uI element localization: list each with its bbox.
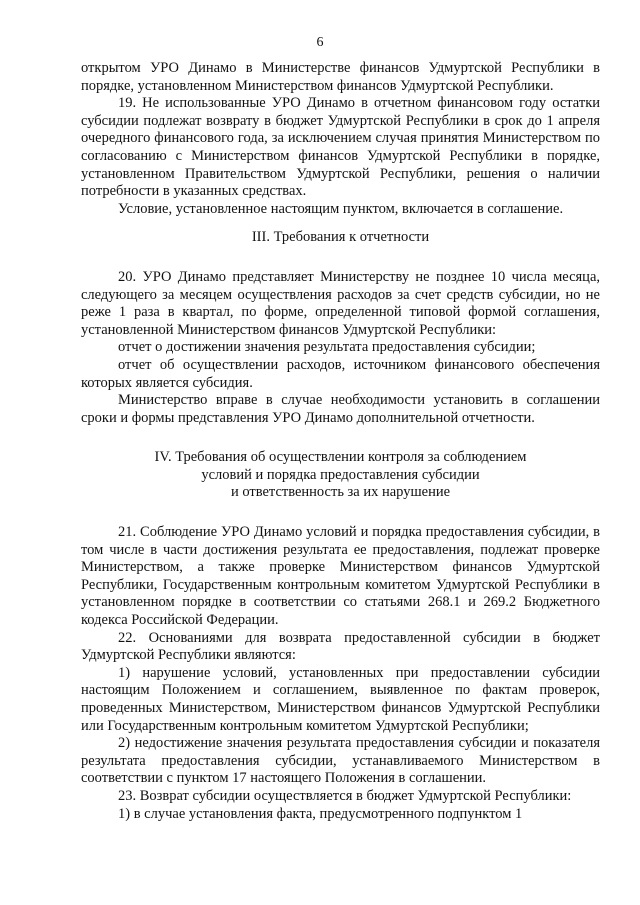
paragraph-continuation: открытом УРО Динамо в Министерстве финансов Удмуртской Республики в порядке, установленном Министерством финансов Удмуртской Республики.: [81, 60, 600, 94]
document-body: [81, 60, 600, 823]
paragraph-23-item-1: 1) в случае установления факта, предусмотренного подпунктом 1: [118, 805, 523, 822]
paragraph-20: 20. УРО Динамо представляет Министерству не позднее 10 числа месяца, следующего за месяцем осуществления расходов за счет средств субсидии, но не реже 1 раза в квартал, по форме, определенной типовой формой соглашения, установленной Министерством финансов Удмуртской Республики:: [81, 268, 600, 338]
paragraph-19: 19. Не использованные УРО Динамо в отчетном финансовом году остатки субсидии подлежат возврату в бюджет Удмуртской Республики в срок до 1 апреля очередного финансового года, за исключением случая принятия Министерством по согласованию с Министерством финансов Удмуртской Республики в порядке, установленном Правительством Удмуртской Республики, решения о наличии потребности в указанных средствах.: [81, 95, 600, 200]
paragraph-20-note: Министерство вправе в случае необходимости установить в соглашении сроки и формы представления УРО Динамо дополнительной отчетности.: [81, 392, 600, 426]
paragraph-21: 21. Соблюдение УРО Динамо условий и порядка предоставления субсидии, в том числе в части достижения результата ее предоставления, подлежат проверке Министерством, а также проверке Министерством финансов Удмуртской Республики, Государственным контрольным комитетом Удмуртской Республики в установленном порядке в соответствии со статьями 268.1 и 269.2 Бюджетного кодекса Российской Федерации.: [81, 524, 600, 629]
paragraph-22: 22. Основаниями для возврата предоставленной субсидии в бюджет Удмуртской Республики являются:: [81, 629, 600, 664]
section-heading-4-line-2: условий и порядка предоставления субсидии: [201, 466, 480, 483]
paragraph-20-item-a: отчет о достижении значения результата предоставления субсидии;: [118, 339, 536, 356]
section-heading-4-line-1: IV. Требования об осуществлении контроля за соблюдением: [154, 449, 527, 466]
section-heading-4-line-3: и ответственность за их нарушение: [230, 484, 451, 501]
paragraph-22-item-2: 2) недостижение значения результата предоставления субсидии и показателя результата предоставления субсидии, устанавливаемого Министерством в соответствии с пунктом 17 настоящего Положения в соглашении.: [81, 735, 600, 787]
paragraph-22-item-1: 1) нарушение условий, установленных при предоставлении субсидии настоящим Положением и соглашением, выявленное по фактам проверок, проведенных Министерством, Министерством финансов Удмуртской Республики или Государственным контрольным комитетом Удмуртской Республики;: [81, 664, 600, 734]
page-number: 6: [316, 35, 324, 50]
paragraph-19-condition: Условие, установленное настоящим пунктом, включается в соглашение.: [118, 200, 564, 217]
paragraph-23: 23. Возврат субсидии осуществляется в бюджет Удмуртской Республики:: [118, 787, 572, 804]
paragraph-20-item-b: отчет об осуществлении расходов, источником финансового обеспечения которых является субсидия.: [81, 356, 600, 391]
section-heading-3: III. Требования к отчетности: [251, 229, 430, 246]
